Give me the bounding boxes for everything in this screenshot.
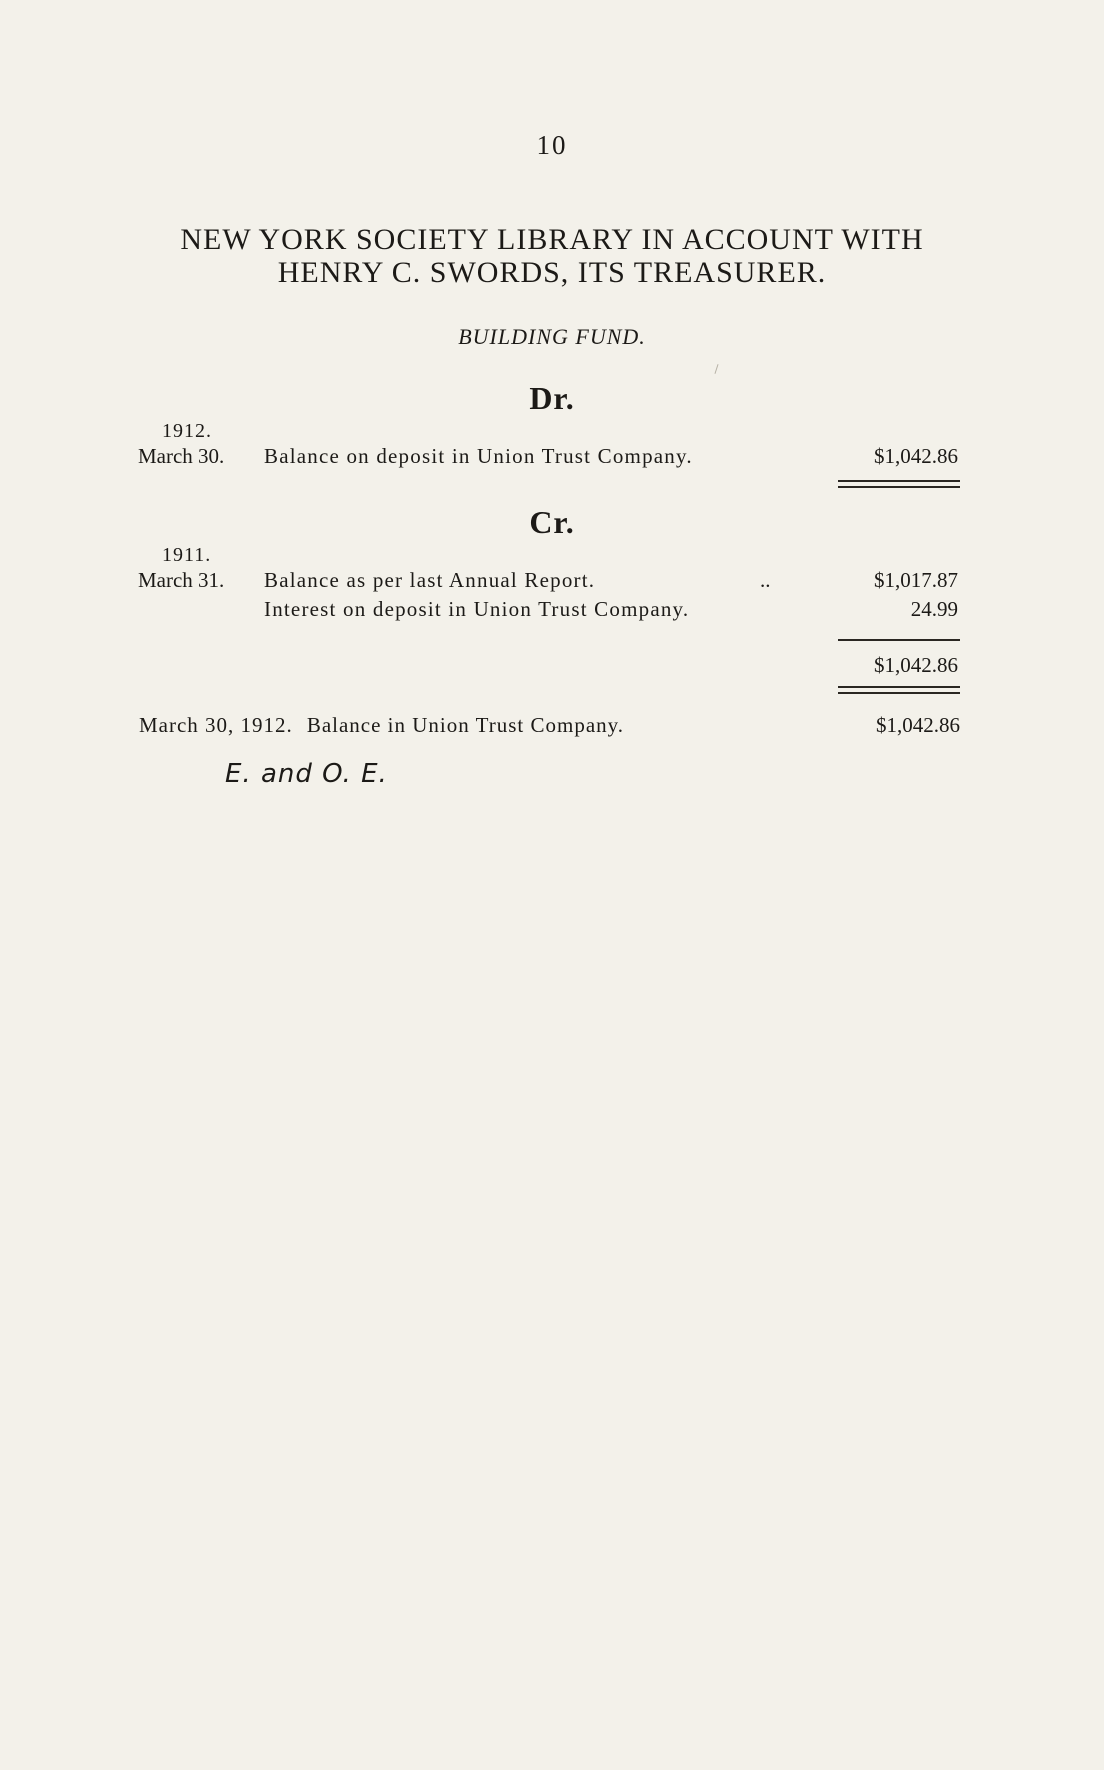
debit-entry-amount: $1,042.86 xyxy=(874,444,958,468)
debit-entry-description: Balance on deposit in Union Trust Company. xyxy=(264,444,693,468)
debit-heading: Dr. xyxy=(529,380,575,416)
closing-balance-line xyxy=(139,713,624,738)
signature-note: E. and O. E. xyxy=(225,759,388,789)
fund-name: BUILDING FUND. xyxy=(458,324,646,349)
title-line-1: NEW YORK SOCIETY LIBRARY IN ACCOUNT WITH xyxy=(180,223,924,256)
title-line-2: HENRY C. SWORDS, ITS TREASURER. xyxy=(277,256,827,289)
closing-date: March 30, 1912. xyxy=(139,713,293,737)
credit-double-rule xyxy=(838,686,960,694)
credit-entry-description: Balance as per last Annual Report. xyxy=(264,568,596,592)
page-number: 10 xyxy=(536,130,568,160)
closing-description: Balance in Union Trust Company. xyxy=(306,713,625,737)
debit-entry-date: March 30. xyxy=(138,444,225,468)
credit-heading: Cr. xyxy=(529,504,575,540)
debit-double-rule xyxy=(838,480,960,488)
credit-entry-amount: $1,017.87 xyxy=(874,568,958,592)
credit-entry-amount: 24.99 xyxy=(910,597,958,621)
credit-entry-dots: .. xyxy=(760,568,771,592)
credit-entry-description: Interest on deposit in Union Trust Company. xyxy=(264,597,690,621)
stray-mark xyxy=(714,364,718,374)
closing-amount: $1,042.86 xyxy=(876,713,960,737)
credit-entry-date: March 31. xyxy=(138,568,225,592)
credit-sum-rule xyxy=(838,639,960,641)
debit-year: 1912. xyxy=(162,420,212,442)
credit-year: 1911. xyxy=(162,544,212,566)
credit-total-amount: $1,042.86 xyxy=(874,653,958,677)
